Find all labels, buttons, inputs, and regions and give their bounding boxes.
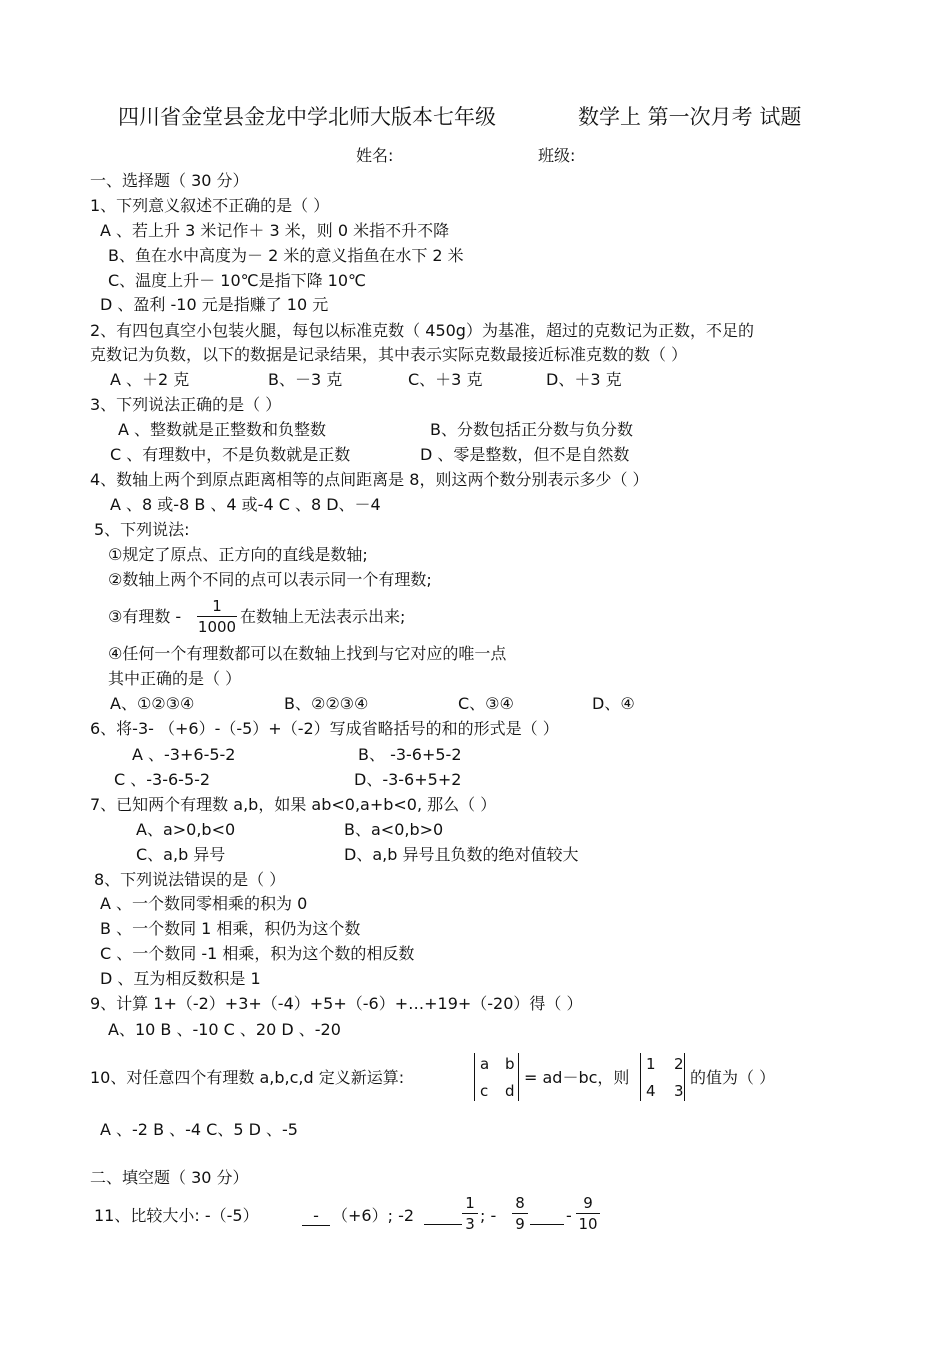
q3-option-c: C 、有理数中，不是负数就是正数 <box>110 445 351 464</box>
fraction-bar <box>512 1213 528 1214</box>
matrix-1-left-bar <box>474 1053 475 1101</box>
matrix-2-c: 4 <box>646 1082 656 1100</box>
q11-fraction-1 <box>462 1194 478 1233</box>
q5-fraction-denominator: 1000 <box>197 618 237 636</box>
q7-option-d: D、a,b 异号且负数的绝对值较大 <box>344 845 579 864</box>
matrix-2-right-bar <box>684 1053 685 1101</box>
q11-fraction-2-numerator: 8 <box>515 1194 525 1212</box>
q2-option-c: C、＋3 克 <box>408 370 483 389</box>
q9-options: A、10 B 、-10 C 、20 D 、-20 <box>108 1020 341 1039</box>
q6-option-c: C 、-3-6-5-2 <box>114 770 211 789</box>
section-2-heading: 二、填空题（ 30 分） <box>90 1168 249 1187</box>
q3-stem: 3、下列说法正确的是（ ） <box>90 395 282 414</box>
matrix-2-a: 1 <box>646 1055 656 1073</box>
q11-blank-3[interactable] <box>530 1224 564 1225</box>
q5-fraction-numerator: 1 <box>212 597 222 615</box>
q6-option-d: D、-3-6+5+2 <box>354 770 462 789</box>
q4-stem: 4、数轴上两个到原点距离相等的点间距离是 8，则这两个数分别表示多少（ ） <box>90 470 649 489</box>
q10-definition: = ad－bc，则 <box>524 1068 630 1087</box>
matrix-1-right-bar <box>518 1053 519 1101</box>
q2-stem-line1: 2、有四包真空小包装火腿，每包以标准克数（ 450g）为基准，超过的克数记为正数，不足的 <box>90 321 754 340</box>
q11-prefix: 11、比较大小: -（-5） <box>94 1206 259 1225</box>
q11-fraction-2-denominator: 9 <box>515 1215 525 1233</box>
q11-fraction-3 <box>576 1194 600 1233</box>
matrix-1-b: b <box>505 1055 515 1073</box>
matrix-2-left-bar <box>640 1053 641 1101</box>
q7-option-b: B、a<0,b>0 <box>344 820 444 839</box>
q1-option-b: B、鱼在水中高度为－ 2 米的意义指鱼在水下 2 米 <box>108 246 464 265</box>
fraction-bar <box>197 616 237 617</box>
q8-stem: 8、下列说法错误的是（ ） <box>94 870 286 889</box>
q1-option-a: A 、若上升 3 米记作＋ 3 米，则 0 米指不升不降 <box>100 221 450 240</box>
q6-option-b: B、 -3-6+5-2 <box>358 745 462 764</box>
q11-fraction-3-denominator: 10 <box>578 1215 598 1233</box>
q8-option-d: D 、互为相反数积是 1 <box>100 969 261 988</box>
page-title-right: 数学上 第一次月考 试题 <box>578 105 802 129</box>
q11-middle-2: ; - <box>480 1206 497 1225</box>
q5-statement-1: ①规定了原点、正方向的直线是数轴; <box>108 545 368 564</box>
q2-option-a: A 、＋2 克 <box>110 370 190 389</box>
q1-option-d: D 、盈利 -10 元是指赚了 10 元 <box>100 295 329 314</box>
matrix-1-c: c <box>480 1082 489 1100</box>
q11-blank-1[interactable]: - <box>302 1206 330 1226</box>
q2-stem-line2: 克数记为负数，以下的数据是记录结果，其中表示实际克数最接近标准克数的数（ ） <box>90 345 688 364</box>
q11-blank-2[interactable] <box>424 1224 462 1225</box>
q11-fraction-1-numerator: 1 <box>465 1194 475 1212</box>
q11-middle-3: - <box>566 1206 572 1225</box>
q5-option-b: B、②②③④ <box>284 694 369 713</box>
q5-statement-4: ④任何一个有理数都可以在数轴上找到与它对应的唯一点 <box>108 644 507 663</box>
q5-which: 其中正确的是（ ） <box>108 669 242 688</box>
name-label: 姓名: <box>356 146 394 165</box>
q9-stem: 9、计算 1+（-2）+3+（-4）+5+（-6）+…+19+（-20）得（ ） <box>90 994 583 1013</box>
q5-option-c: C、③④ <box>458 694 514 713</box>
q8-option-c: C 、一个数同 -1 相乘，积为这个数的相反数 <box>100 944 415 963</box>
q10-stem-suffix: 的值为（ ） <box>690 1068 776 1087</box>
q7-option-a: A、a>0,b<0 <box>136 820 236 839</box>
q6-option-a: A 、-3+6-5-2 <box>132 745 236 764</box>
q8-option-b: B 、一个数同 1 相乘，积仍为这个数 <box>100 919 361 938</box>
q5-statement-2: ②数轴上两个不同的点可以表示同一个有理数; <box>108 570 432 589</box>
q1-stem: 1、下列意义叙述不正确的是（ ） <box>90 196 330 215</box>
fraction-bar <box>462 1213 478 1214</box>
q11-middle-1: （+6）; -2 <box>332 1206 415 1225</box>
q6-stem: 6、将-3- （+6）-（-5）+（-2）写成省略括号的和的形式是（ ） <box>90 719 559 738</box>
fraction-bar <box>576 1213 600 1214</box>
q5-option-d: D、④ <box>592 694 635 713</box>
q5-statement-3-prefix: ③有理数 - <box>108 607 182 626</box>
q8-option-a: A 、一个数同零相乘的积为 0 <box>100 894 308 913</box>
q10-stem-prefix: 10、对任意四个有理数 a,b,c,d 定义新运算: <box>90 1068 405 1087</box>
matrix-1-d: d <box>505 1082 515 1100</box>
q3-option-d: D 、零是整数，但不是自然数 <box>420 445 630 464</box>
q7-option-c: C、a,b 异号 <box>136 845 226 864</box>
class-label: 班级: <box>538 146 576 165</box>
q11-fraction-1-denominator: 3 <box>465 1215 475 1233</box>
matrix-1-a: a <box>480 1055 490 1073</box>
q11-fraction-2 <box>512 1194 528 1233</box>
q2-option-b: B、－3 克 <box>268 370 343 389</box>
page-title-left: 四川省金堂县金龙中学北师大版本七年级 <box>118 105 496 129</box>
matrix-2-b: 2 <box>674 1055 684 1073</box>
q7-stem: 7、已知两个有理数 a,b，如果 ab<0,a+b<0, 那么（ ） <box>90 795 497 814</box>
section-1-heading: 一、选择题（ 30 分） <box>90 171 249 190</box>
q5-stem: 5、下列说法: <box>94 520 190 539</box>
q10-options: A 、-2 B 、-4 C、5 D 、-5 <box>100 1120 298 1139</box>
q2-option-d: D、＋3 克 <box>546 370 622 389</box>
q5-option-a: A、①②③④ <box>110 694 195 713</box>
q3-option-b: B、分数包括正分数与负分数 <box>430 420 633 439</box>
q5-fraction <box>197 597 237 636</box>
q11-fraction-3-numerator: 9 <box>583 1194 593 1212</box>
matrix-2-d: 3 <box>674 1082 684 1100</box>
q4-options: A 、8 或-8 B 、4 或-4 C 、8 D、－4 <box>110 495 381 514</box>
q3-option-a: A 、整数就是正整数和负整数 <box>118 420 327 439</box>
q1-option-c: C、温度上升－ 10℃是指下降 10℃ <box>108 271 367 290</box>
q5-statement-3-suffix: 在数轴上无法表示出来; <box>240 607 406 626</box>
